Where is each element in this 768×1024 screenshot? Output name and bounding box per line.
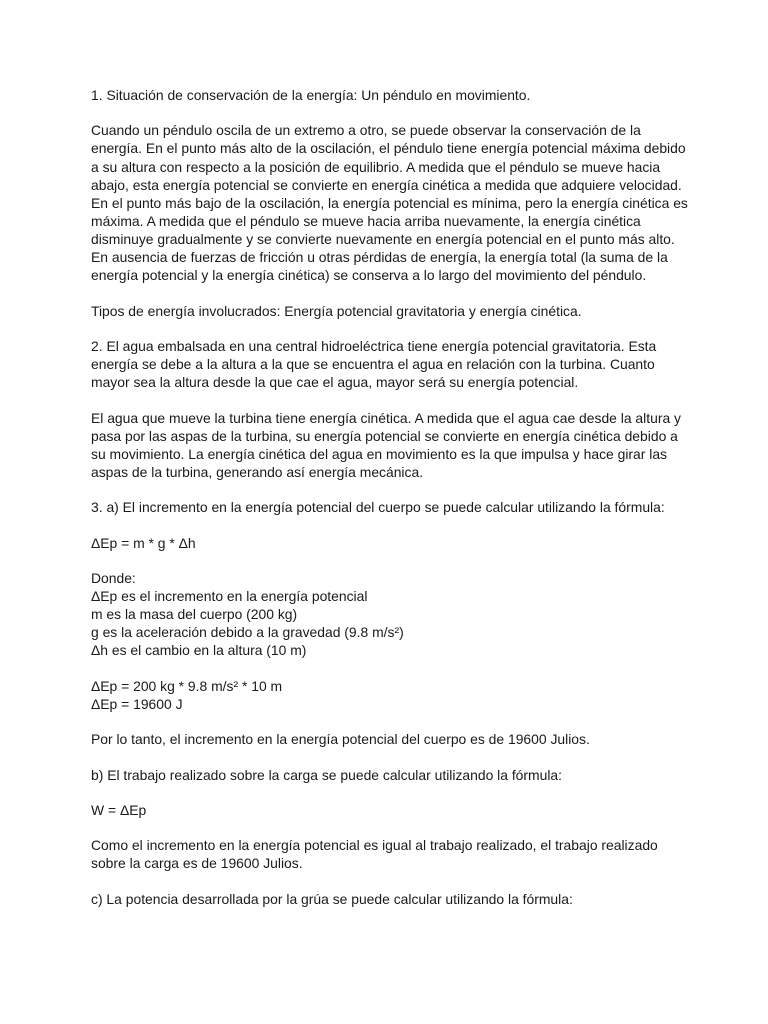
q1-paragraph: Cuando un péndulo oscila de un extremo a otro, se puede observar la conservación de la energía. En el punto más alto de la oscilación, el péndulo tiene energía potencial máxima debido a su altura con respecto a la posición de equilibrio. A medida que el péndulo se mueve hacia abajo, esta energía potencial se convierte en energía cinética a medida que adquiere velocidad. En el punto más bajo de la oscilación, la energía potencial es mínima, pero la energía cinética es máxima. A medida que el péndulo se mueve hacia arriba nuevamente, la energía cinética disminuye gradualmente y se convierte nuevamente en energía potencial en el punto más alto. En ausencia de fuerzas de fricción u otras pérdidas de energía, la energía total (la suma de la energía potencial y la energía cinética) se conserva a lo largo del movimiento del péndulo. [91,122,688,284]
q3a-where-line: g es la aceleración debido a la gravedad (9.8 m/s²) [91,624,404,641]
q3a-where-line: m es la masa del cuerpo (200 kg) [91,606,298,623]
q3b-conclusion: Como el incremento en la energía potencial es igual al trabajo realizado, el trabajo realizado sobre la carga es de 19600 Julios. [91,837,658,872]
q1-heading: 1. Situación de conservación de la energía: Un péndulo en movimiento. [91,87,531,103]
document-body [91,86,691,925]
q3a-formula: ΔEp = m * g * Δh [91,534,196,551]
q3a-where-block [91,569,691,659]
q2-paragraph-2: El agua que mueve la turbina tiene energía cinética. A medida que el agua cae desde la altura y pasa por las aspas de la turbina, su energía potencial se convierte en energía cinética debido a su movimiento. La energía cinética del agua en movimiento es la que impulsa y hace girar las aspas de la turbina, generando así energía mecánica. [91,409,681,480]
q3a-where-line: ΔEp es el incremento en la energía potencial [91,588,368,605]
q3a-where-line: Δh es el cambio en la altura (10 m) [91,642,307,659]
q3b-formula: W = ΔEp [91,801,147,818]
q3a-intro: 3. a) El incremento en la energía potencial del cuerpo se puede calcular utilizando la fórmula: [91,499,665,516]
q3a-calc-line: ΔEp = 200 kg * 9.8 m/s² * 10 m [91,677,283,694]
q2-paragraph-1: 2. El agua embalsada en una central hidroeléctrica tiene energía potencial gravitatoria. Esta energía se debe a la altura a la que se encuentra el agua en relación con la turbina. Cuanto mayor sea la altura desde la que cae el agua, mayor será su energía potencial. [91,337,657,391]
q3a-conclusion: Por lo tanto, el incremento en la energía potencial del cuerpo es de 19600 Julios. [91,731,590,748]
q3b-intro: b) El trabajo realizado sobre la carga se puede calcular utilizando la fórmula: [91,766,562,783]
q1-energy-types: Tipos de energía involucrados: Energía potencial gravitatoria y energía cinética. [91,302,582,319]
q3a-calculation-block [91,677,691,713]
q3a-where-label: Donde: [91,569,136,586]
q3c-intro: c) La potencia desarrollada por la grúa se puede calcular utilizando la fórmula: [91,890,573,907]
q3a-calc-line: ΔEp = 19600 J [91,695,183,712]
